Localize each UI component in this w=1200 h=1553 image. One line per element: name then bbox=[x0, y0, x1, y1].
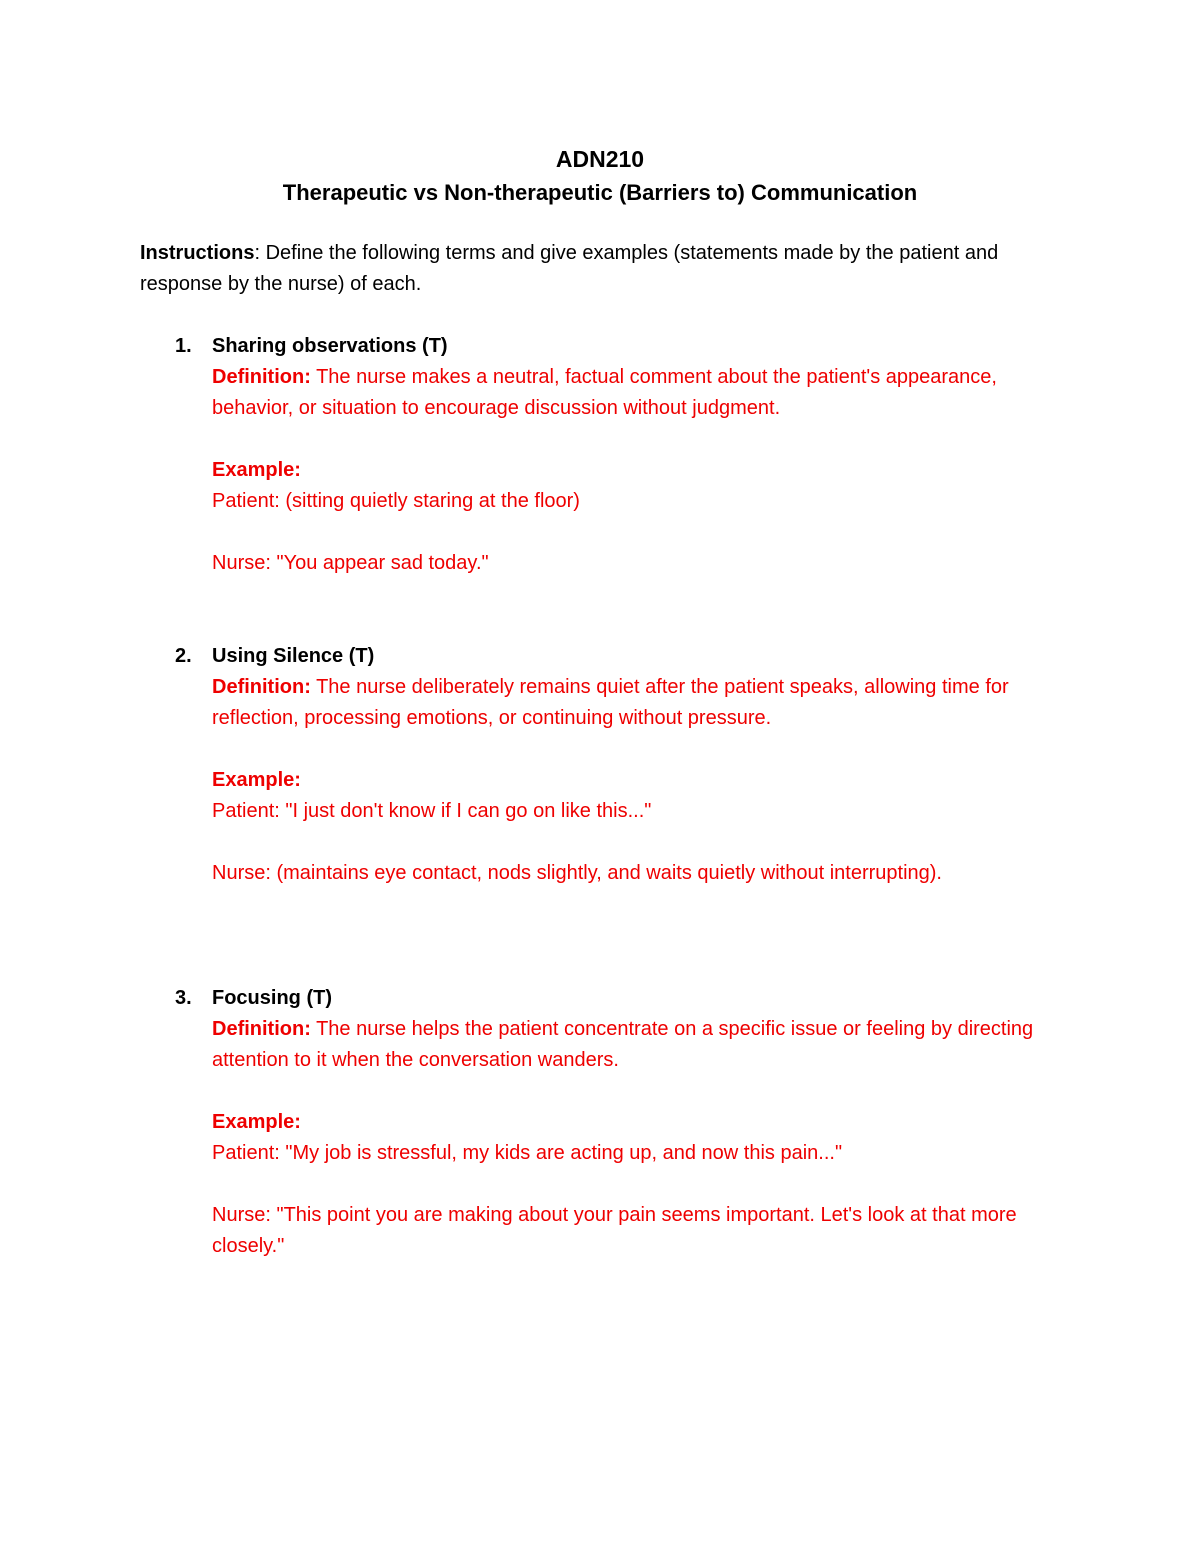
instructions-label: Instructions bbox=[140, 242, 255, 264]
item-term: Using Silence (T) bbox=[212, 645, 375, 667]
document-title: Therapeutic vs Non-therapeutic (Barriers to) Communication bbox=[282, 180, 918, 205]
example-nurse: Nurse: "This point you are making about your pain seems important. Let's look at that more closely." bbox=[212, 1204, 1017, 1257]
item-definition bbox=[212, 672, 1080, 734]
item-term: Sharing observations (T) bbox=[212, 335, 448, 357]
example-patient: Patient: (sitting quietly staring at the floor) bbox=[212, 490, 580, 512]
definition-label: Definition: bbox=[212, 676, 311, 698]
item-term: Focusing (T) bbox=[212, 987, 332, 1009]
instructions bbox=[140, 238, 1070, 300]
list-item-1 bbox=[140, 331, 1080, 579]
example-nurse: Nurse: "You appear sad today." bbox=[212, 552, 489, 574]
definition-label: Definition: bbox=[212, 366, 311, 388]
definition-text: The nurse makes a neutral, factual comment about the patient's appearance, behavior, or situation to encourage discussion without judgment. bbox=[212, 366, 997, 419]
example-label: Example: bbox=[212, 1111, 301, 1133]
definition-text: The nurse deliberately remains quiet after the patient speaks, allowing time for reflection, processing emotions, or continuing without pressure. bbox=[212, 676, 1009, 729]
example-label: Example: bbox=[212, 769, 301, 791]
definition-text: The nurse helps the patient concentrate on a specific issue or feeling by directing attention to it when the conversation wanders. bbox=[212, 1018, 1034, 1071]
item-definition bbox=[212, 362, 1080, 424]
item-number: 2. bbox=[175, 645, 192, 667]
example-nurse: Nurse: (maintains eye contact, nods slightly, and waits quietly without interrupting). bbox=[212, 862, 942, 884]
course-code: ADN210 bbox=[555, 146, 645, 172]
example-patient: Patient: "My job is stressful, my kids are acting up, and now this pain..." bbox=[212, 1142, 843, 1164]
list-item-3 bbox=[140, 983, 1080, 1262]
example-label: Example: bbox=[212, 459, 301, 481]
item-definition bbox=[212, 1014, 1080, 1076]
example-patient: Patient: "I just don't know if I can go on like this..." bbox=[212, 800, 652, 822]
item-number: 1. bbox=[175, 335, 192, 357]
item-number: 3. bbox=[175, 987, 192, 1009]
instructions-text: : Define the following terms and give examples (statements made by the patient and response by the nurse) of each. bbox=[140, 242, 999, 295]
definition-label: Definition: bbox=[212, 1018, 311, 1040]
list-item-2 bbox=[140, 641, 1080, 889]
